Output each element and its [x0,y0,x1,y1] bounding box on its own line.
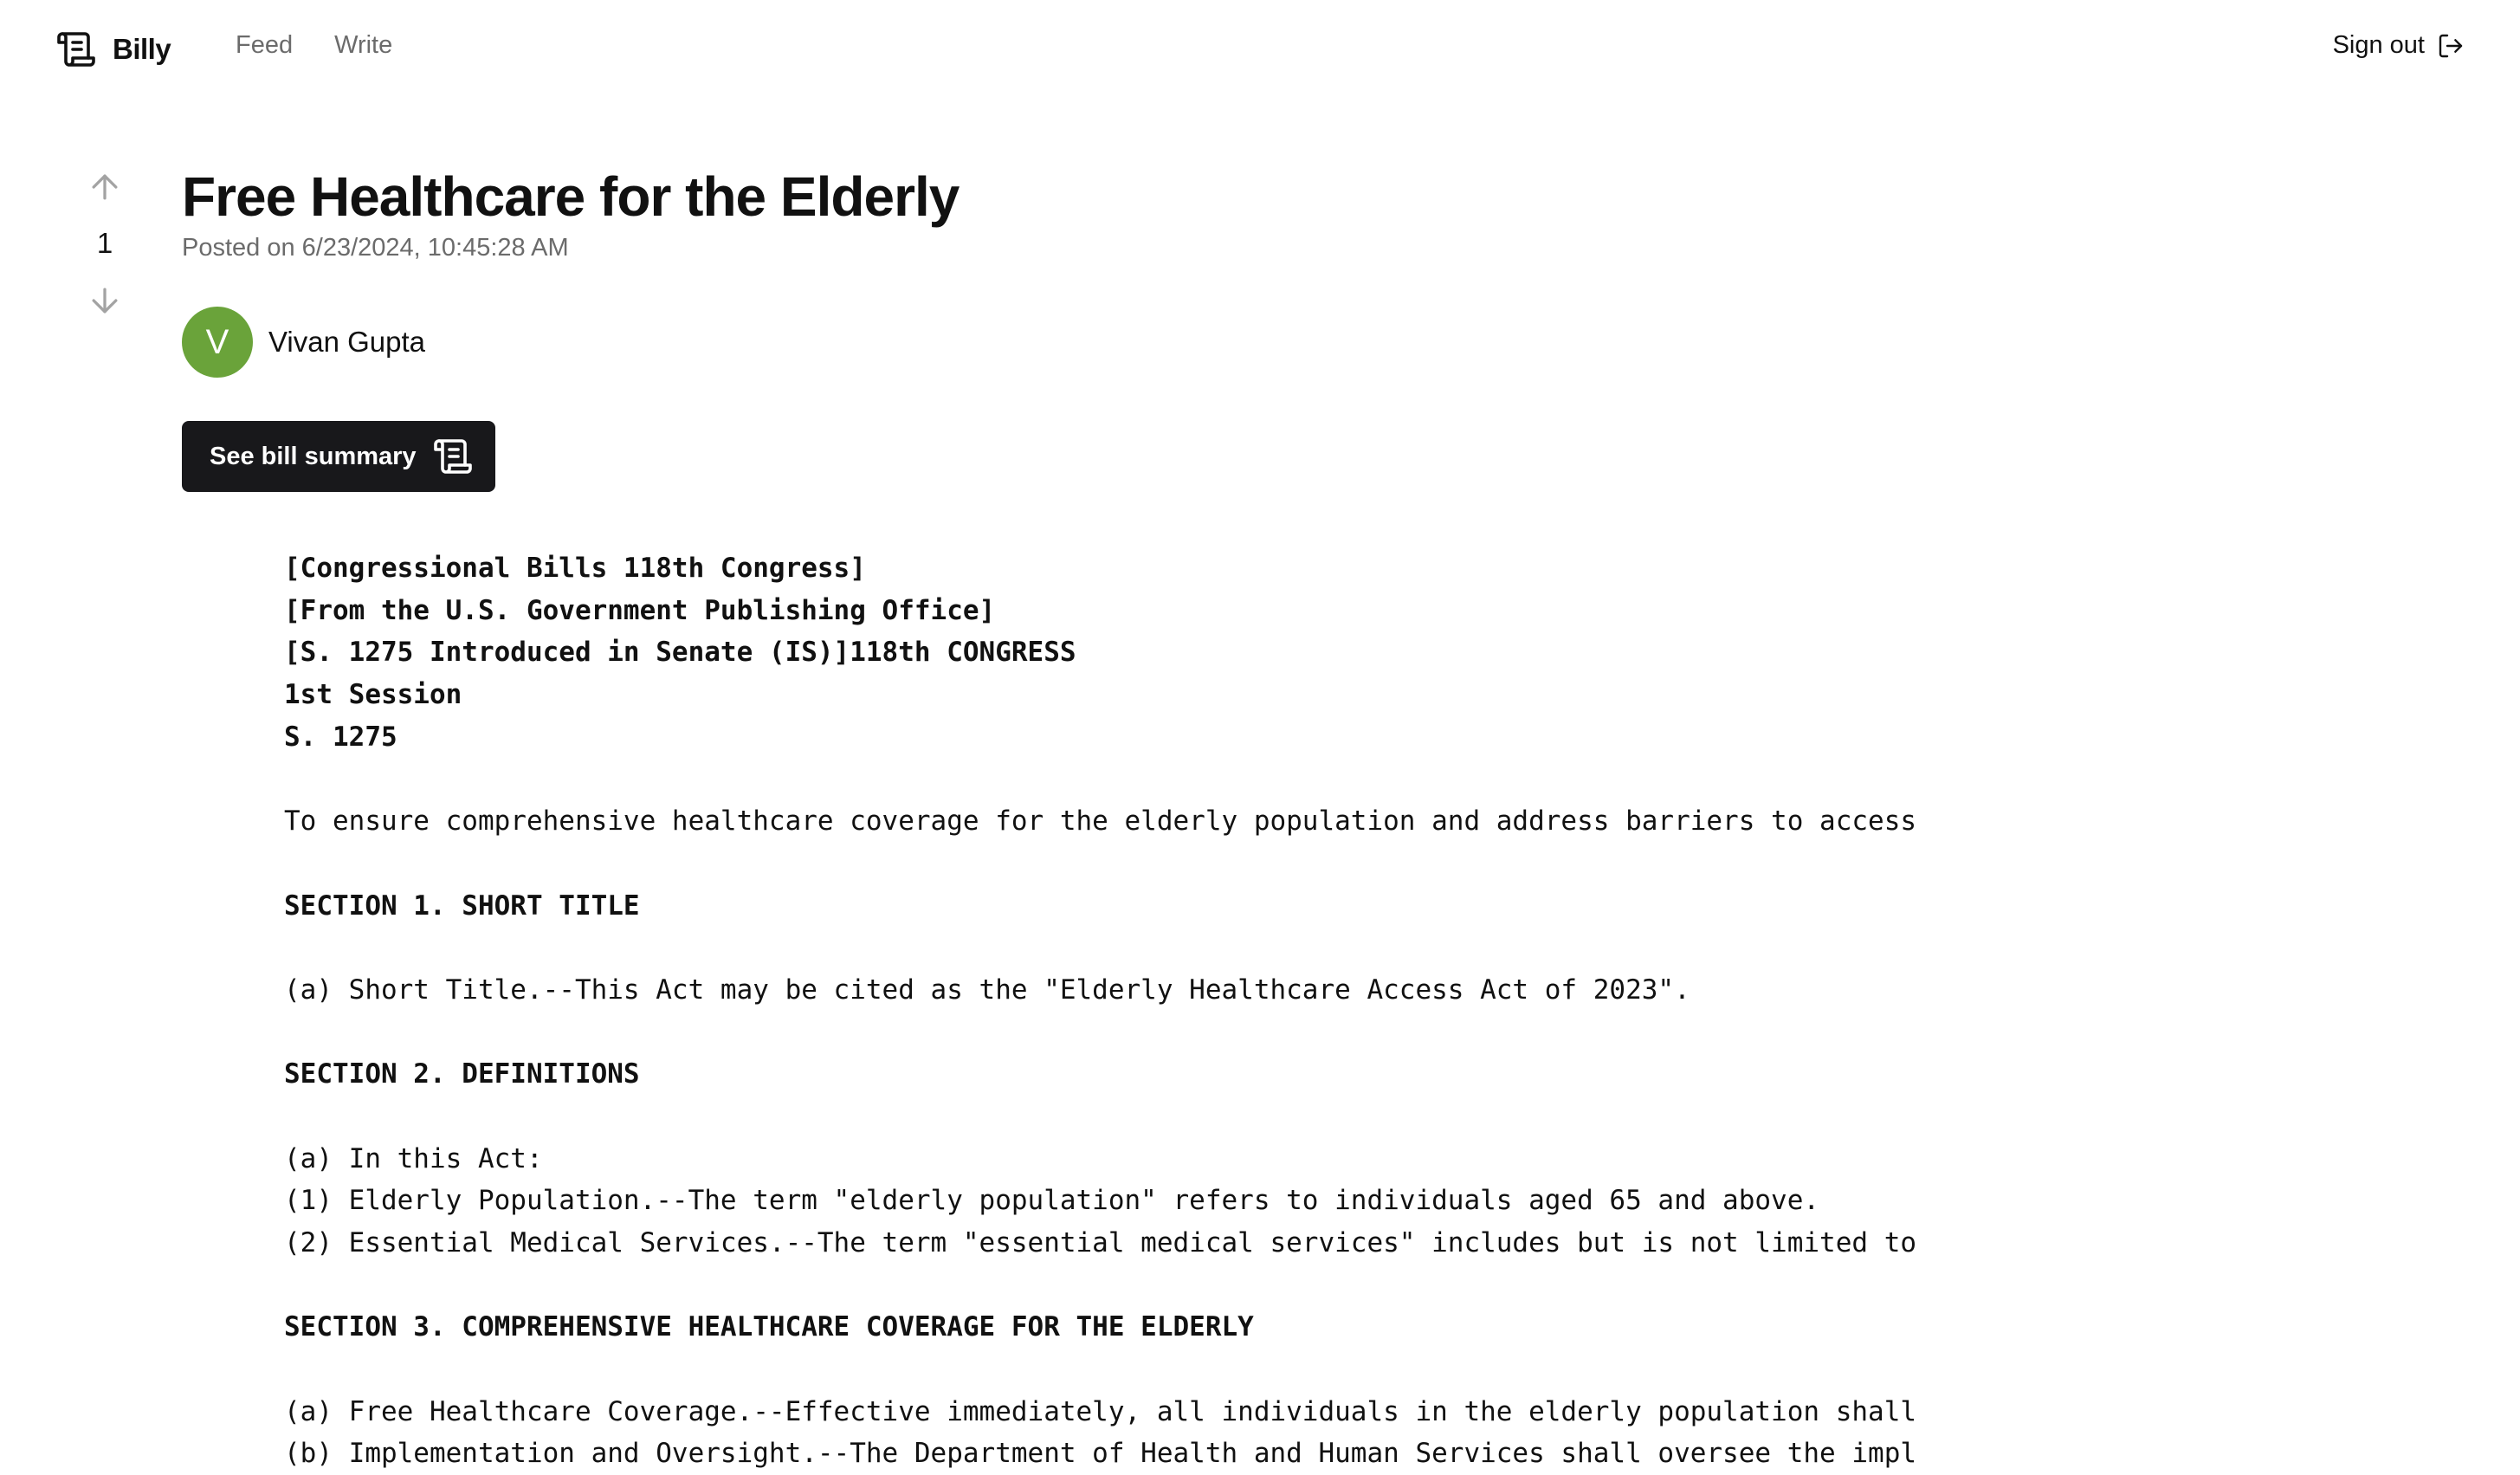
bill-text-line: (a) Short Title.--This Act may be cited as the "Elderly Healthcare Access Act of 2023". [284,974,1690,1006]
bill-text-line [284,843,1981,885]
bill-text-line: To ensure comprehensive healthcare coverage for the elderly population and address barriers to access [284,805,1917,838]
bill-text-line [284,1349,1981,1391]
arrow-down-icon [86,281,124,320]
vote-controls [76,165,133,323]
nav-feed-link[interactable]: Feed [236,31,294,59]
top-navigation [0,0,2520,97]
post-title: Free Healthcare for the Elderly [182,165,960,228]
bill-text-line: (1) Elderly Population.--The term "elderly population" refers to individuals aged 65 and above. [284,1185,1820,1217]
see-bill-summary-button[interactable] [182,421,495,492]
scroll-icon [432,436,474,477]
bill-heading-line: [From the U.S. Government Publishing Office] [284,594,996,626]
bill-heading-line: 1st Session [284,679,462,711]
vote-count: 1 [96,227,113,259]
bill-text-line [284,927,1981,969]
bill-heading-line: [S. 1275 Introduced in Senate (IS)]118th CONGRESS [284,637,1076,669]
sign-out-button[interactable] [2333,31,2465,60]
bill-text-line: (a) Free Healthcare Coverage.--Effective immediately, all individuals in the elderly population shall [284,1395,1917,1427]
main-nav [236,31,392,60]
brand-home-link[interactable] [55,26,171,73]
bill-heading-line: SECTION 2. DEFINITIONS [284,1058,640,1090]
bill-text-line [284,758,1981,800]
bill-text-line: (a) In this Act: [284,1142,543,1174]
bill-heading-line: SECTION 1. SHORT TITLE [284,890,640,922]
bill-text-line [284,1265,1981,1307]
bill-text-line: (b) Implementation and Oversight.--The Department of Health and Human Services shall oversee the impl [284,1438,1917,1470]
bill-text-line [284,1012,1981,1054]
arrow-up-icon [86,168,124,206]
author-name: Vivan Gupta [268,326,426,358]
bill-text-line [284,1096,1981,1138]
upvote-button[interactable] [82,165,127,210]
sign-out-label: Sign out [2332,31,2425,59]
downvote-button[interactable] [82,278,127,323]
bill-text-line: (2) Essential Medical Services.--The term "essential medical services" includes but is not limited to [284,1227,1917,1258]
nav-write-link[interactable]: Write [334,31,393,59]
bill-heading-line: [Congressional Bills 118th Congress] [284,553,866,584]
avatar: V [182,307,253,378]
brand-name: Billy [113,33,171,65]
scroll-icon [55,29,97,70]
author-profile[interactable] [182,307,425,378]
bill-heading-line: S. 1275 [284,721,397,753]
logout-icon [2437,32,2465,60]
bill-heading-line: SECTION 3. COMPREHENSIVE HEALTHCARE COVERAGE FOR THE ELDERLY [284,1311,1254,1343]
post-timestamp: Posted on 6/23/2024, 10:45:28 AM [182,234,569,262]
bill-text-body [284,547,1981,1470]
see-bill-summary-label: See bill summary [210,442,417,470]
